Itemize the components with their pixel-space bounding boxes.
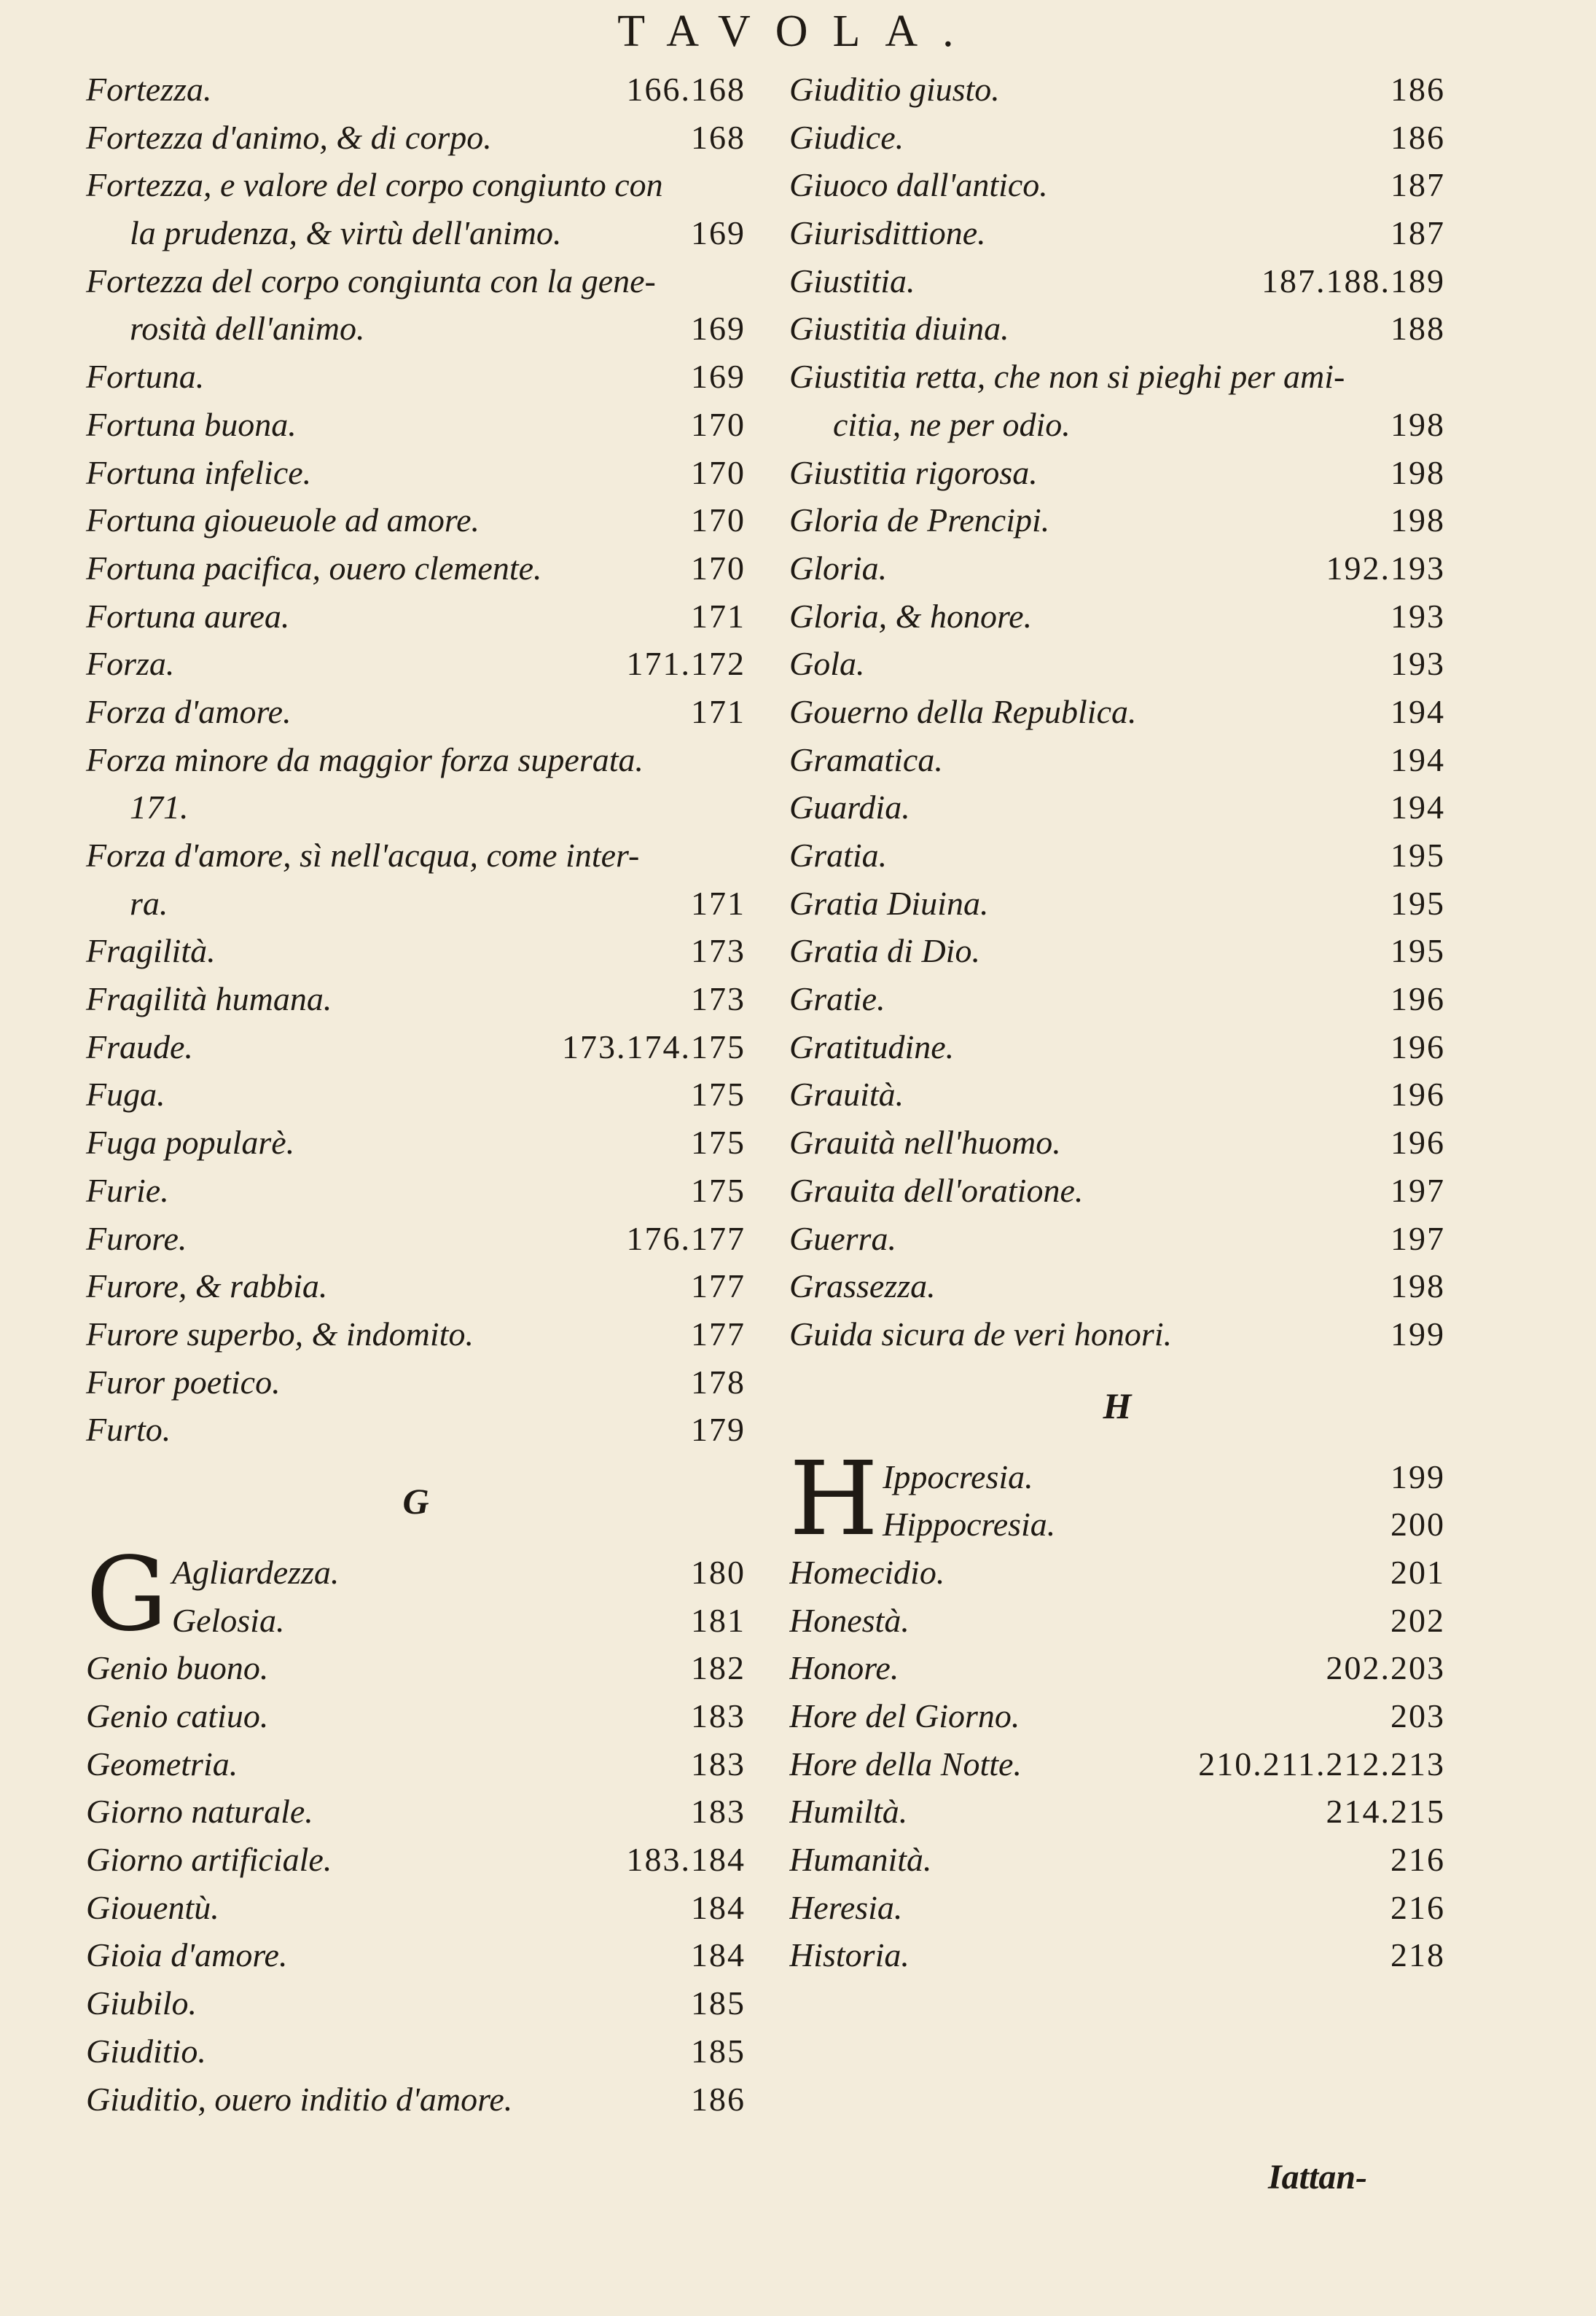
index-entry xyxy=(86,1836,746,1884)
entry-term: Fortuna buona. xyxy=(86,405,297,443)
page-number: 197 xyxy=(1390,1219,1445,1257)
index-entry xyxy=(86,1979,746,2027)
page-number: 183.184 xyxy=(626,1841,746,1879)
section-heading: H xyxy=(1103,1385,1132,1426)
index-entry xyxy=(789,1310,1445,1358)
entry-term: Guida sicura de veri honori. xyxy=(789,1315,1173,1353)
entry-term: Gioia d'amore. xyxy=(86,1936,288,1974)
entry-term: Agliardezza. xyxy=(171,1553,340,1591)
page-number: 169 xyxy=(691,310,746,348)
entry-term: Giuoco dall'antico. xyxy=(789,166,1048,204)
entry-term: Homecidio. xyxy=(789,1553,945,1591)
index-entry xyxy=(789,592,1445,641)
index-entry xyxy=(789,1071,1445,1119)
page-number: 170 xyxy=(691,453,746,491)
index-entry xyxy=(86,1692,746,1740)
entry-term: Forza. xyxy=(86,645,175,683)
index-entry xyxy=(86,832,746,927)
page-number: 180 xyxy=(691,1553,746,1591)
index-entry xyxy=(86,496,746,544)
page-number: 171 xyxy=(691,597,746,635)
entry-term: Gouerno della Republica. xyxy=(789,692,1137,730)
page-number: 202.203 xyxy=(1326,1649,1445,1687)
index-entry xyxy=(86,66,746,114)
page-number: 188 xyxy=(1390,310,1445,348)
index-entry xyxy=(789,209,1445,257)
page-number: 198 xyxy=(1390,1267,1445,1305)
index-entry xyxy=(789,1119,1445,1167)
entry-term: Honestà. xyxy=(789,1601,910,1639)
entry-term: Giustitia retta, che non si pieghi per ami- xyxy=(789,358,1345,396)
index-entry xyxy=(789,1597,1445,1645)
index-entry xyxy=(789,353,1445,448)
index-entry xyxy=(86,401,746,449)
entry-term: Giustitia diuina. xyxy=(789,310,1009,348)
entry-term: Furie. xyxy=(86,1171,169,1209)
page-number: 187 xyxy=(1390,214,1445,252)
drop-capital: G xyxy=(86,1548,168,1654)
page-number: 182 xyxy=(691,1649,746,1687)
index-entry xyxy=(789,257,1445,305)
entry-term-continued: ra. xyxy=(130,884,168,922)
entry-term: Genio buono. xyxy=(86,1649,269,1687)
entry-term: Forza d'amore. xyxy=(86,692,292,730)
page-number: 194 xyxy=(1390,692,1445,730)
right-column xyxy=(789,66,1445,1979)
entry-term: Giustitia. xyxy=(789,262,915,300)
entry-term: Forza d'amore, sì nell'acqua, come inter- xyxy=(86,837,640,874)
entry-term: Fortezza, e valore del corpo congiunto con xyxy=(86,166,663,204)
page-number: 186 xyxy=(691,2080,746,2118)
page-number: 195 xyxy=(1390,884,1445,922)
entry-term: Grauita dell'oratione. xyxy=(789,1171,1084,1209)
page-number: 198 xyxy=(1390,453,1445,491)
drop-capital: H xyxy=(789,1452,879,1559)
index-entry xyxy=(883,1453,1445,1501)
page-number: 175 xyxy=(691,1124,746,1162)
index-entry xyxy=(86,2076,746,2124)
index-entry xyxy=(789,927,1445,975)
index-entry xyxy=(86,1358,746,1407)
page-number: 176.177 xyxy=(626,1219,746,1257)
index-entry xyxy=(789,1692,1445,1740)
page-number: 175 xyxy=(691,1171,746,1209)
index-entry xyxy=(789,1836,1445,1884)
page-number: 173.174.175 xyxy=(562,1028,746,1065)
entry-term: Fortezza. xyxy=(86,71,212,108)
section-entries xyxy=(789,1453,1445,1980)
page-number: 169 xyxy=(691,358,746,396)
index-entry xyxy=(86,1884,746,1932)
index-entry xyxy=(86,114,746,162)
entry-term: Furore, & rabbia. xyxy=(86,1267,328,1305)
index-entry xyxy=(86,1119,746,1167)
page-number: 171 xyxy=(691,692,746,730)
page-number: 202 xyxy=(1390,1601,1445,1639)
page-number: 173 xyxy=(691,980,746,1018)
page-number: 185 xyxy=(691,2032,746,2070)
index-entry xyxy=(789,1644,1445,1692)
entry-term: Geometria. xyxy=(86,1745,238,1783)
index-entry xyxy=(789,832,1445,880)
page-number: 183 xyxy=(691,1697,746,1734)
entry-term: Heresia. xyxy=(789,1888,903,1926)
entry-term: Giurisdittione. xyxy=(789,214,986,252)
index-entry xyxy=(86,2027,746,2076)
index-entry xyxy=(789,1740,1445,1788)
index-entry xyxy=(86,353,746,401)
page-number: 196 xyxy=(1390,1028,1445,1065)
index-entry xyxy=(86,640,746,688)
entry-term: Gratie. xyxy=(789,980,885,1018)
entry-term-continued: la prudenza, & virtù dell'animo. xyxy=(130,214,562,252)
entry-term: Genio catiuo. xyxy=(86,1697,269,1734)
index-entry xyxy=(86,592,746,641)
entry-term: Gratia di Dio. xyxy=(789,932,980,970)
entry-term: Forza minore da maggior forza superata. xyxy=(86,740,644,778)
index-entry xyxy=(86,1740,746,1788)
entry-term: Fortuna pacifica, ouero clemente. xyxy=(86,549,542,587)
page-number: 177 xyxy=(691,1267,746,1305)
page-number: 216 xyxy=(1390,1841,1445,1879)
index-entry xyxy=(789,1931,1445,1979)
index-entry xyxy=(789,1167,1445,1215)
entry-term: Fortezza del corpo congiunta con la gene- xyxy=(86,262,656,300)
page-number: 196 xyxy=(1390,1076,1445,1114)
index-entry xyxy=(86,1788,746,1836)
entry-term: Grassezza. xyxy=(789,1267,936,1305)
index-entry xyxy=(789,1262,1445,1310)
entry-term: Fortuna aurea. xyxy=(86,597,290,635)
entry-term-continued: citia, ne per odio. xyxy=(833,405,1071,443)
index-entry xyxy=(789,496,1445,544)
index-entry xyxy=(789,544,1445,592)
page-number: 168 xyxy=(691,118,746,156)
entry-term: Furto. xyxy=(86,1411,171,1449)
catchword: Iattan- xyxy=(1268,2158,1368,2196)
entry-term: Fortezza d'animo, & di corpo. xyxy=(86,118,492,156)
index-entry xyxy=(789,1215,1445,1263)
entry-term: Fortuna gioueuole ad amore. xyxy=(86,501,480,539)
page-number: 184 xyxy=(691,1888,746,1926)
entry-term: Fraude. xyxy=(86,1028,193,1065)
entry-term: Fuga popularè. xyxy=(86,1124,295,1162)
entry-term: Giudice. xyxy=(789,118,904,156)
page-number: 170 xyxy=(691,405,746,443)
page-number: 218 xyxy=(1390,1936,1445,1974)
index-entry xyxy=(789,161,1445,209)
page-title: TAVOLA. xyxy=(617,7,979,56)
index-entry xyxy=(86,257,746,353)
index-entry xyxy=(172,1549,746,1597)
index-entry xyxy=(86,688,746,736)
index-entry xyxy=(86,1931,746,1979)
page-number: 199 xyxy=(1390,1315,1445,1353)
index-entry xyxy=(789,640,1445,688)
entry-term: Giorno artificiale. xyxy=(86,1841,332,1879)
entry-term: Gola. xyxy=(789,645,865,683)
section-entries xyxy=(86,1549,746,2123)
index-entry xyxy=(86,1023,746,1071)
page-number: 214.215 xyxy=(1326,1793,1445,1831)
index-entry xyxy=(86,927,746,975)
page-number: 192.193 xyxy=(1326,549,1445,587)
entry-term: Grauità nell'huomo. xyxy=(789,1124,1061,1162)
index-entry xyxy=(789,880,1445,928)
index-entry xyxy=(789,688,1445,736)
entry-term: Gloria. xyxy=(789,549,888,587)
index-entry xyxy=(789,783,1445,832)
section-heading: G xyxy=(402,1480,429,1522)
index-entry xyxy=(86,544,746,592)
entry-term: Historia. xyxy=(789,1936,910,1974)
entry-term: Guardia. xyxy=(789,789,910,826)
index-entry xyxy=(86,161,746,257)
page-number: 203 xyxy=(1390,1697,1445,1734)
entry-term: Giuditio. xyxy=(86,2032,206,2070)
entry-term: Gloria de Prencipi. xyxy=(789,501,1050,539)
entry-term: Humanità. xyxy=(789,1841,932,1879)
page-number: 175 xyxy=(691,1076,746,1114)
page-number: 201 xyxy=(1390,1553,1445,1591)
page-number: 187.188.189 xyxy=(1261,262,1445,300)
page-number: 193 xyxy=(1390,645,1445,683)
index-entry xyxy=(86,736,746,832)
page-number: 185 xyxy=(691,1984,746,2022)
page-number: 187 xyxy=(1390,166,1445,204)
index-entry xyxy=(86,1262,746,1310)
page-number: 210.211.212.213 xyxy=(1198,1745,1445,1783)
page-number: 193 xyxy=(1390,597,1445,635)
index-entry xyxy=(789,1884,1445,1932)
entry-term: Gloria, & honore. xyxy=(789,597,1033,635)
index-entry xyxy=(789,1549,1445,1597)
entry-term: Fuga. xyxy=(86,1076,165,1114)
page-number: 198 xyxy=(1390,405,1445,443)
page-number: 196 xyxy=(1390,980,1445,1018)
entry-term: Humiltà. xyxy=(789,1793,908,1831)
page-number: 183 xyxy=(691,1793,746,1831)
entry-term: Giouentù. xyxy=(86,1888,219,1926)
index-entry xyxy=(789,1788,1445,1836)
index-entry xyxy=(789,736,1445,784)
entry-term: Gelosia. xyxy=(171,1601,285,1639)
page-number: 194 xyxy=(1390,740,1445,778)
page-number: 216 xyxy=(1390,1888,1445,1926)
entry-term: Furore superbo, & indomito. xyxy=(86,1315,474,1353)
index-entry xyxy=(86,1310,746,1358)
page-number: 171.172 xyxy=(626,645,746,683)
page-number: 170 xyxy=(691,549,746,587)
entry-term: Guerra. xyxy=(789,1219,896,1257)
entry-term: Furore. xyxy=(86,1219,187,1257)
entry-term: Giuditio, ouero inditio d'amore. xyxy=(86,2080,513,2118)
page-number: 183 xyxy=(691,1745,746,1783)
entry-term: Hore della Notte. xyxy=(789,1745,1022,1783)
entry-term: Fragilità humana. xyxy=(86,980,332,1018)
index-entry xyxy=(86,1167,746,1215)
index-entry xyxy=(789,66,1445,114)
entry-term: Fortuna. xyxy=(86,358,205,396)
page-number: 195 xyxy=(1390,837,1445,874)
page-number: 177 xyxy=(691,1315,746,1353)
entry-term-continued: rosità dell'animo. xyxy=(130,310,365,348)
index-entry xyxy=(86,975,746,1023)
entry-term: Hippocresia. xyxy=(883,1506,1056,1544)
entry-term: Fortuna infelice. xyxy=(86,453,312,491)
entry-term: Gratitudine. xyxy=(789,1028,955,1065)
entry-term: Grauità. xyxy=(789,1076,904,1114)
entry-term: Giuditio giusto. xyxy=(789,71,1000,108)
page-number: 179 xyxy=(691,1411,746,1449)
page-number: 181 xyxy=(691,1601,746,1639)
index-entry xyxy=(86,449,746,497)
entry-term: Hore del Giorno. xyxy=(789,1697,1020,1734)
index-entry xyxy=(172,1597,746,1645)
index-entry xyxy=(86,1071,746,1119)
page-number: 178 xyxy=(691,1363,746,1401)
index-entry xyxy=(789,114,1445,162)
page-number: 199 xyxy=(1390,1458,1445,1495)
index-entry xyxy=(883,1501,1445,1549)
page-number: 173 xyxy=(691,932,746,970)
page-number: 186 xyxy=(1390,71,1445,108)
entry-term: Giustitia rigorosa. xyxy=(789,453,1038,491)
page-number: 170 xyxy=(691,501,746,539)
entry-term: Honore. xyxy=(789,1649,899,1687)
entry-term: Gratia. xyxy=(789,837,888,874)
entry-term: Fragilità. xyxy=(86,932,216,970)
page-number: 169 xyxy=(691,214,746,252)
page-number: 186 xyxy=(1390,118,1445,156)
entry-term: Giubilo. xyxy=(86,1984,197,2022)
page-number: 200 xyxy=(1390,1506,1445,1544)
entry-term: Gramatica. xyxy=(789,740,943,778)
page-number: 195 xyxy=(1390,932,1445,970)
page-number: 198 xyxy=(1390,501,1445,539)
index-entry xyxy=(789,1023,1445,1071)
index-entry xyxy=(86,1406,746,1454)
page-number: 196 xyxy=(1390,1124,1445,1162)
page-number: 194 xyxy=(1390,789,1445,826)
left-column xyxy=(86,66,746,2123)
index-entry xyxy=(86,1215,746,1263)
page-number: 184 xyxy=(691,1936,746,1974)
index-entry xyxy=(86,1644,746,1692)
index-entry xyxy=(789,975,1445,1023)
entry-term: Furor poetico. xyxy=(86,1363,281,1401)
entry-term: Gratia Diuina. xyxy=(789,884,989,922)
index-entry xyxy=(789,305,1445,353)
entry-term-continued: 171. xyxy=(130,789,189,826)
page-number: 171 xyxy=(691,884,746,922)
entry-term: Ippocresia. xyxy=(883,1458,1033,1495)
index-entry xyxy=(789,449,1445,497)
page-number: 197 xyxy=(1390,1171,1445,1209)
entry-term: Giorno naturale. xyxy=(86,1793,313,1831)
page-number: 166.168 xyxy=(626,71,746,108)
